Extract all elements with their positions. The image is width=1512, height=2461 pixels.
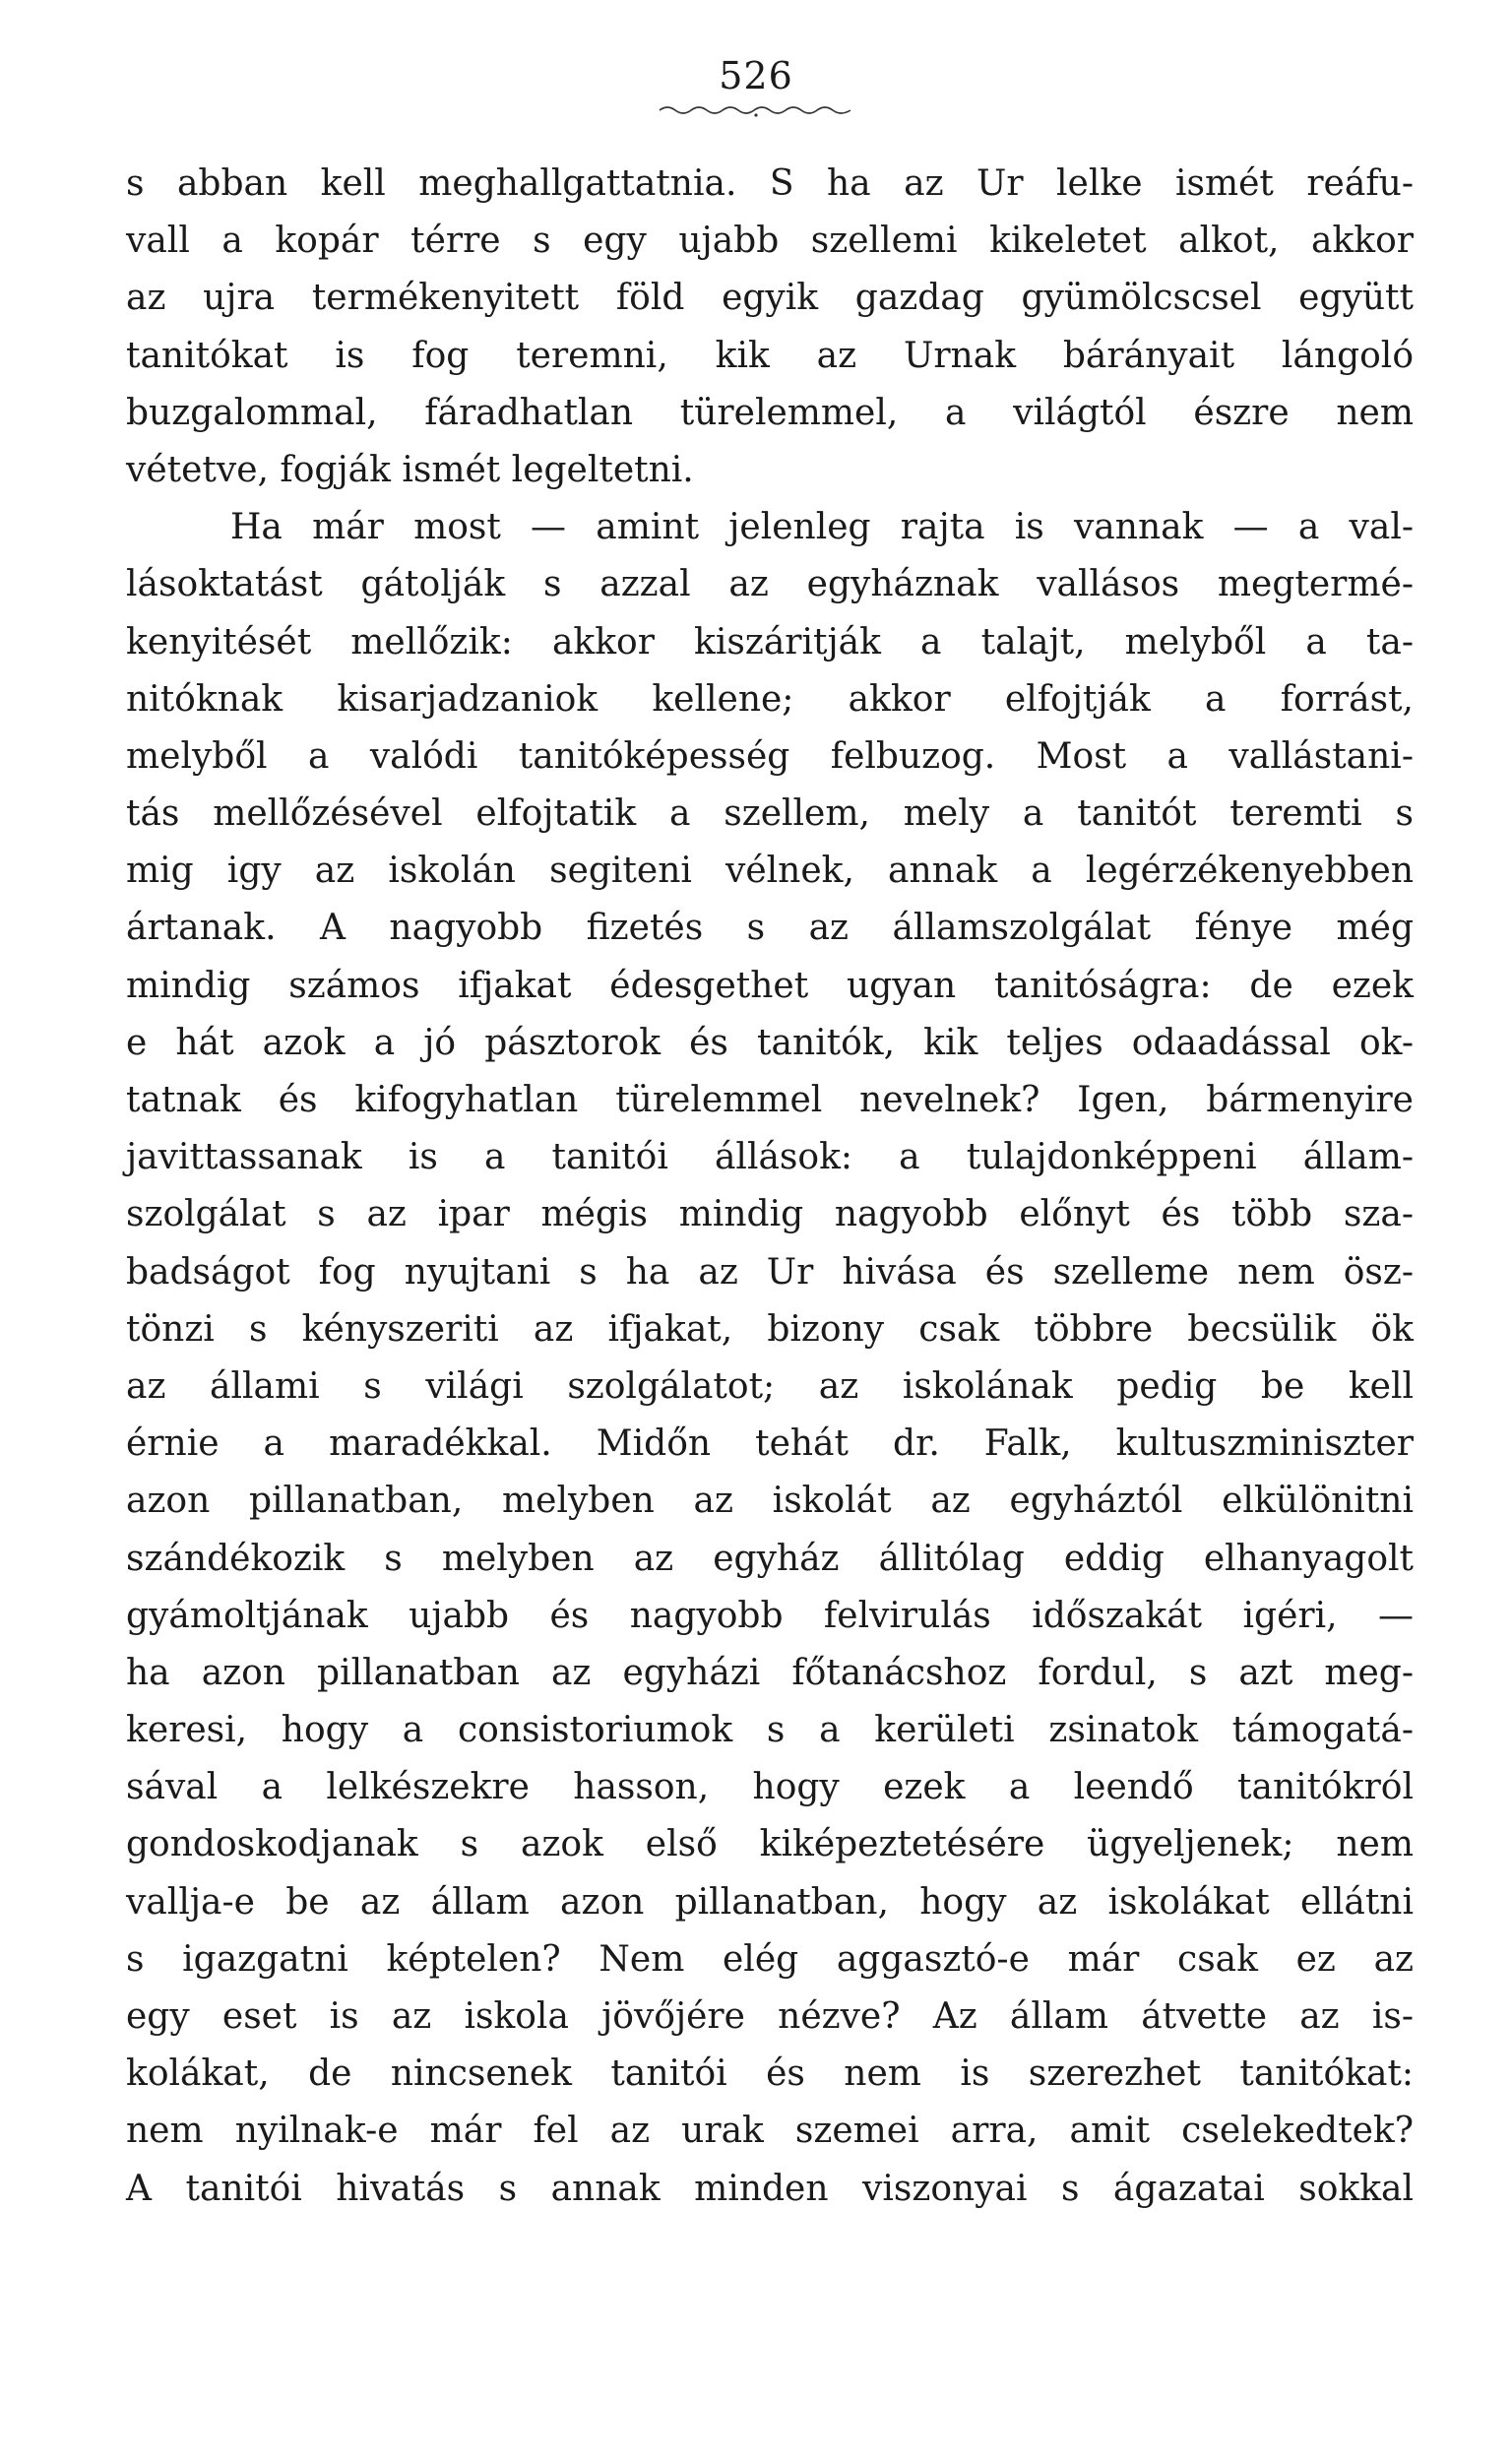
text-line: azon pillanatban, melyben az iskolát az egyháztól elkülönitni <box>126 1481 1414 1522</box>
text-line: tanitókat is fog teremni, kik az Urnak bárányait lángoló <box>126 335 1414 376</box>
text-line: nitóknak kisarjadzaniok kellene; akkor elfojtják a forrást, <box>126 678 1414 720</box>
text-line: érnie a maradékkal. Midőn tehát dr. Falk, kultuszminiszter <box>126 1423 1414 1465</box>
body-text <box>126 156 1414 2218</box>
text-line: sával a lelkészekre hasson, hogy ezek a leendő tanitókról <box>126 1767 1414 1808</box>
text-line: az állami s világi szolgálatot; az iskolának pedig be kell <box>126 1365 1414 1407</box>
text-line: ártanak. A nagyobb fizetés s az államszolgálat fénye még <box>126 908 1414 949</box>
text-line: nem nyilnak-e már fel az urak szemei arra, amit cselekedtek? <box>126 2111 1414 2152</box>
text-line: mig igy az iskolán segiteni vélnek, annak a legérzékenyebben <box>126 851 1414 892</box>
text-line: szolgálat s az ipar mégis mindig nagyobb előnyt és több sza- <box>126 1194 1414 1235</box>
text-line: badságot fog nyujtani s ha az Ur hivása és szelleme nem ösz- <box>126 1251 1414 1293</box>
text-line: melyből a valódi tanitóképesség felbuzog. Most a vallástani- <box>126 735 1414 777</box>
text-line: keresi, hogy a consistoriumok s a kerületi zsinatok támogatá- <box>126 1710 1414 1751</box>
decorative-rule-icon <box>658 102 854 118</box>
text-line: mindig számos ifjakat édesgethet ugyan tanitóságra: de ezek <box>126 965 1414 1006</box>
text-line: kenyitését mellőzik: akkor kiszáritják a talajt, melyből a ta- <box>126 621 1414 663</box>
text-line: tönzi s kényszeriti az ifjakat, bizony csak többre becsülik ök <box>126 1308 1414 1350</box>
page-number: 526 <box>719 54 793 97</box>
text-line: kolákat, de nincsenek tanitói és nem is szerezhet tanitókat: <box>126 2053 1414 2095</box>
text-line: tás mellőzésével elfojtatik a szellem, mely a tanitót teremti s <box>126 793 1414 835</box>
text-line: vallja-e be az állam azon pillanatban, hogy az iskolákat ellátni <box>126 1881 1414 1923</box>
text-line: A tanitói hivatás s annak minden viszonyai s ágazatai sokkal <box>126 2168 1414 2209</box>
text-line: lásoktatást gátolják s azzal az egyháznak vallásos megtermé- <box>126 564 1414 605</box>
text-line: javittassanak is a tanitói állások: a tulajdonképpeni állam- <box>126 1137 1414 1178</box>
text-line: szándékozik s melyben az egyház állitólag eddig elhanyagolt <box>126 1538 1414 1579</box>
text-line: s igazgatni képtelen? Nem elég aggasztó-e már csak ez az <box>126 1938 1414 1980</box>
text-line: buzgalommal, fáradhatlan türelemmel, a világtól észre nem <box>126 392 1414 433</box>
text-line: egy eset is az iskola jövőjére nézve? Az állam átvette az is- <box>126 1996 1414 2037</box>
text-line: Ha már most — amint jelenleg rajta is vannak — a val- <box>230 507 1414 548</box>
text-line: tatnak és kifogyhatlan türelemmel nevelnek? Igen, bármenyire <box>126 1080 1414 1120</box>
text-line: s abban kell meghallgattatnia. S ha az Ur lelke ismét reáfu- <box>126 163 1414 204</box>
text-line: gyámoltjának ujabb és nagyobb felvirulás időszakát igéri, — <box>126 1595 1414 1636</box>
text-line: vétetve, fogják ismét legeltetni. <box>126 449 694 490</box>
text-line: az ujra termékenyitett föld egyik gazdag gyümölcscsel együtt <box>126 278 1414 319</box>
text-line: vall a kopár térre s egy ujabb szellemi kikeletet alkot, akkor <box>126 221 1414 262</box>
text-line: e hát azok a jó pásztorok és tanitók, kik teljes odaadással ok- <box>126 1022 1414 1063</box>
text-line: gondoskodjanak s azok első kiképeztetésére ügyeljenek; nem <box>126 1824 1414 1865</box>
text-line: ha azon pillanatban az egyházi főtanácshoz fordul, s azt meg- <box>126 1652 1414 1693</box>
